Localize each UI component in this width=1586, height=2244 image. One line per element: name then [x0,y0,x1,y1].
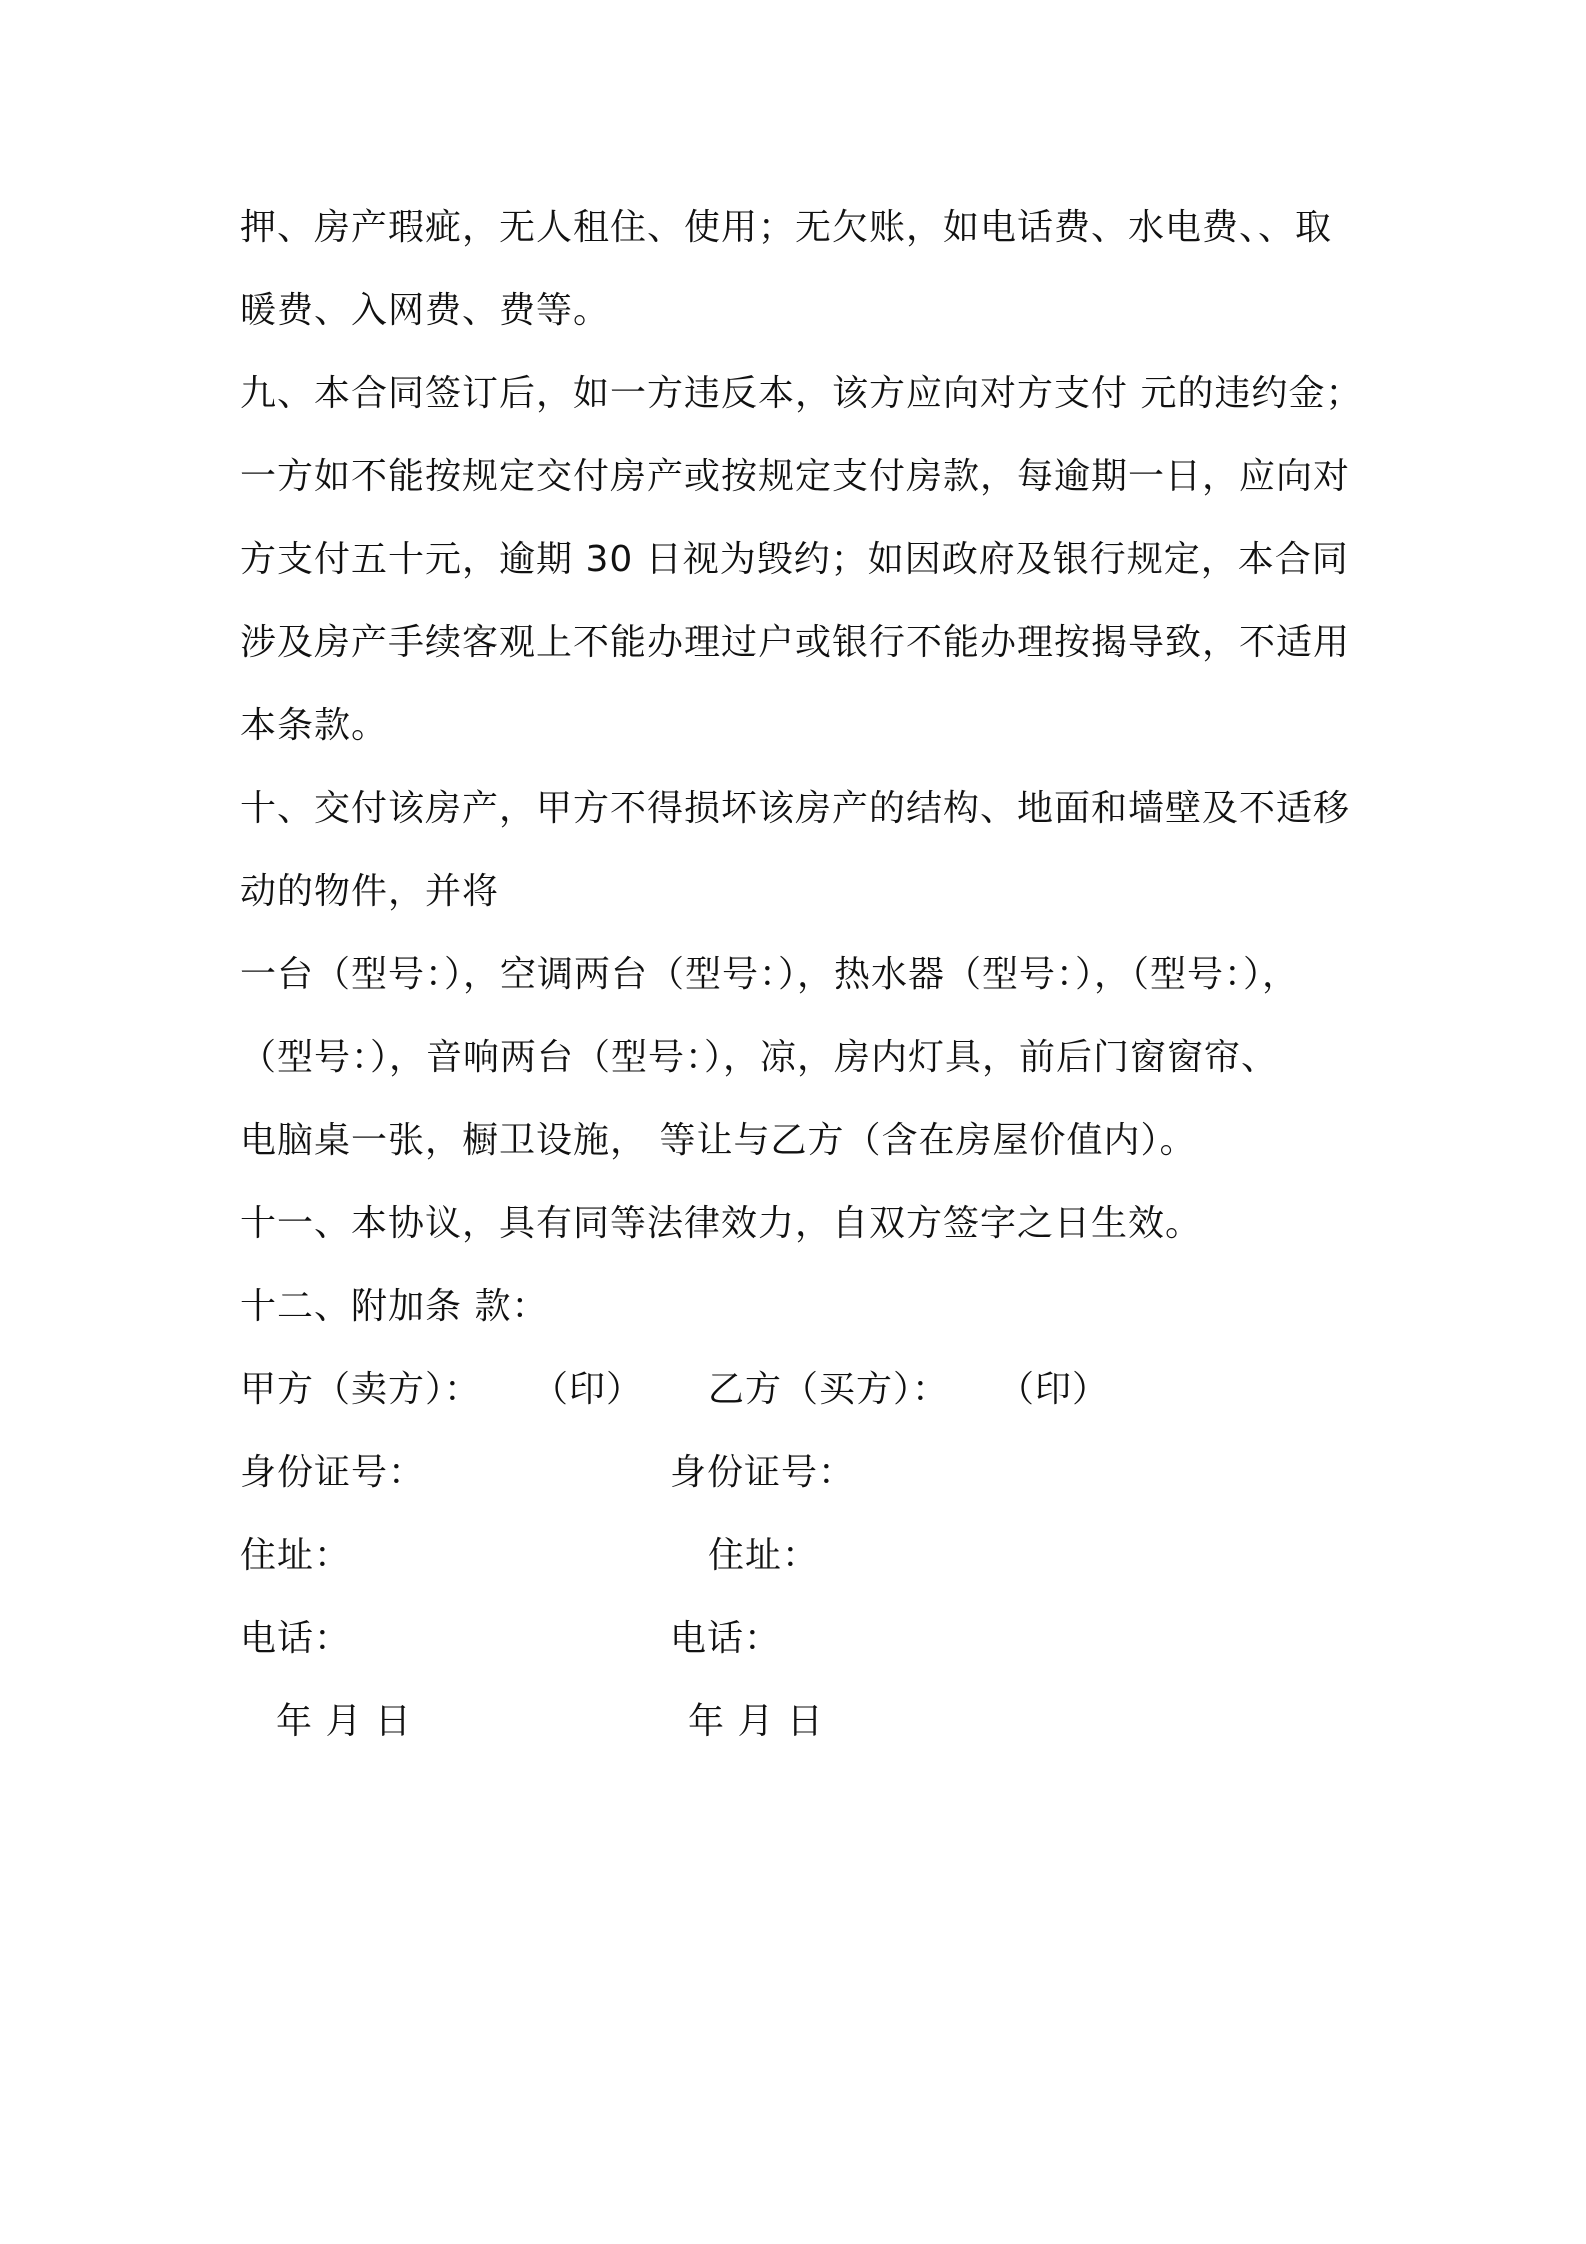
text-line: （型号：），音响两台（型号：），凉，房内灯具，前后门窗窗帘、 [240,1037,1279,1078]
party-a-label: 甲方（卖方）： [240,1369,482,1410]
text-line: 电脑桌一张，橱卫设施， 等让与乙方（含在房屋价值内）。 [240,1120,1197,1161]
party-a-date: 年 月 日 [276,1701,412,1742]
party-a-id-label: 身份证号： [240,1452,426,1493]
party-b-date: 年 月 日 [688,1701,824,1742]
party-b-label: 乙方（买方）： [708,1369,950,1410]
party-b-address-label: 住址： [708,1535,820,1576]
party-a-address-label: 住址： [240,1535,352,1576]
text-line: 押、房产瑕疵，无人租住、使用；无欠账，如电话费、水电费、、取 [240,207,1333,248]
text-line: 涉及房产手续客观上不能办理过户或银行不能办理按揭导致，不适用 [240,622,1351,663]
clause-9: 九、本合同签订后，如一方违反本，该方应向对方支付 元的违约金； [240,373,1363,414]
clause-11: 十一、本协议，具有同等法律效力，自双方签字之日生效。 [240,1203,1203,1244]
party-b-seal: （印） [998,1369,1110,1410]
clause-12: 十二、附加条 款： [240,1286,549,1327]
text-line: 一台（型号：），空调两台（型号：），热水器（型号：），（型号：）， [240,954,1300,995]
clause-10: 十、交付该房产，甲方不得损坏该房产的结构、地面和墙壁及不适移 [240,788,1351,829]
text-line: 本条款。 [240,705,389,746]
text-line: 动的物件，并将 [240,871,500,912]
text-line: 暖费、入网费、费等。 [240,290,611,331]
text-line: 方支付五十元，逾期 30 日视为毁约；如因政府及银行规定，本合同 [240,539,1349,580]
party-a-phone-label: 电话： [240,1618,352,1659]
party-b-id-label: 身份证号： [670,1452,856,1493]
text-line: 一方如不能按规定交付房产或按规定支付房款，每逾期一日，应向对 [240,456,1351,497]
party-b-phone-label: 电话： [670,1618,782,1659]
party-a-seal: （印） [532,1369,644,1410]
